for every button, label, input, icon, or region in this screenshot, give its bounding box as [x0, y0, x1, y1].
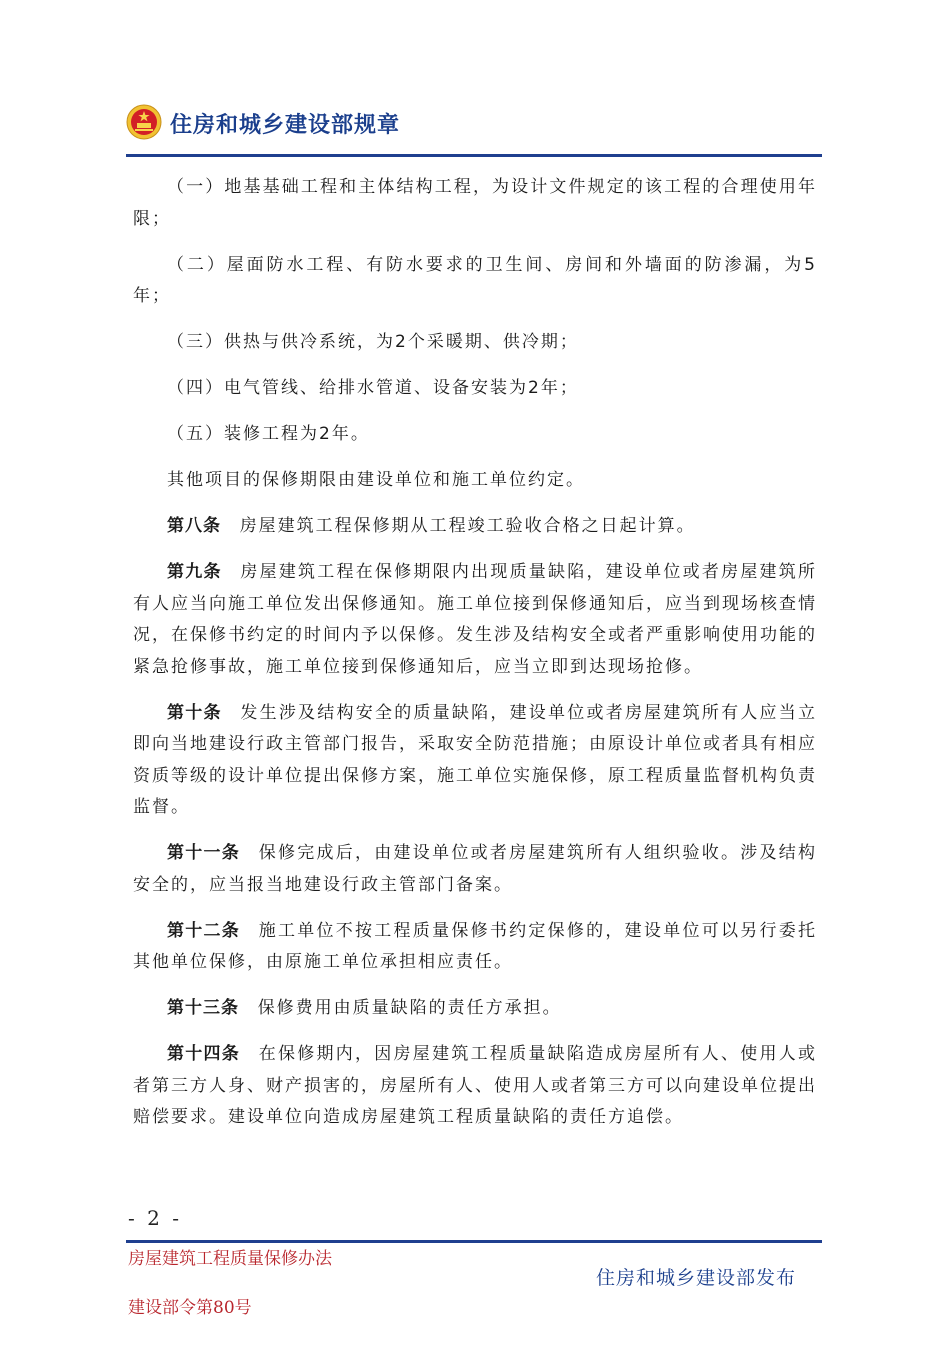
page-header — [126, 104, 822, 144]
footer-doc-title: 房屋建筑工程质量保修办法 — [128, 1249, 332, 1269]
article-number: 第九条 — [167, 562, 222, 582]
footer-rule — [126, 1240, 822, 1243]
paragraph-text: 施工单位不按工程质量保修书约定保修的，建设单位可以另行委托其他单位保修，由原施工单位承担相应责任。 — [133, 920, 818, 972]
footer-order-number: 建设部令第80号 — [128, 1298, 252, 1318]
paragraph-text: 其他项目的保修期限由建设单位和施工单位约定。 — [167, 470, 585, 490]
regulation-body — [133, 172, 817, 1148]
national-emblem-icon — [126, 104, 162, 140]
paragraph-text: 保修完成后，由建设单位或者房屋建筑所有人组织验收。涉及结构安全的，应当报当地建设行政主管部门备案。 — [133, 843, 818, 895]
footer-publisher: 住房和城乡建设部发布 — [596, 1267, 797, 1289]
article-number: 第八条 — [167, 516, 221, 536]
paragraph-text: 发生涉及结构安全的质量缺陷，建设单位或者房屋建筑所有人应当立即向当地建设行政主管部门报告，采取安全防范措施；由原设计单位或者具有相应资质等级的设计单位提出保修方案，施工单位实施保修，原工程质量监督机构负责监督。 — [133, 702, 818, 817]
paragraph — [133, 250, 817, 313]
paragraph — [133, 698, 817, 824]
paragraph — [133, 557, 817, 683]
page-number: - 2 - — [128, 1206, 182, 1230]
article-number: 第十三条 — [167, 998, 239, 1018]
paragraph — [133, 327, 817, 359]
paragraph-text: （四）电气管线、给排水管道、设备安装为2年； — [167, 378, 579, 398]
paragraph-text: 房屋建筑工程在保修期限内出现质量缺陷，建设单位或者房屋建筑所有人应当向施工单位发出保修通知。施工单位接到保修通知后，应当到现场核查情况，在保修书约定的时间内予以保修。发生涉及结构安全或者严重影响使用功能的紧急抢修事故，施工单位接到保修通知后，应当立即到达现场抢修。 — [133, 562, 818, 677]
article-number: 第十四条 — [167, 1044, 241, 1064]
paragraph-text: 房屋建筑工程保修期从工程竣工验收合格之日起计算。 — [239, 516, 696, 536]
paragraph — [133, 172, 817, 235]
paragraph — [133, 511, 817, 543]
paragraph-text: 在保修期内，因房屋建筑工程质量缺陷造成房屋所有人、使用人或者第三方人身、财产损害的，房屋所有人、使用人或者第三方可以向建设单位提出赔偿要求。建设单位向造成房屋建筑工程质量缺陷的责任方追偿。 — [133, 1044, 818, 1127]
paragraph — [133, 838, 817, 901]
paragraph — [133, 993, 817, 1025]
paragraph — [133, 465, 817, 497]
article-number: 第十条 — [167, 702, 222, 723]
header-rule — [126, 154, 822, 157]
header-title: 住房和城乡建设部规章 — [170, 113, 401, 138]
paragraph-text: （一）地基基础工程和主体结构工程，为设计文件规定的该工程的合理使用年限； — [133, 177, 817, 229]
paragraph-text: （二）屋面防水工程、有防水要求的卫生间、房间和外墙面的防渗漏，为5年； — [133, 254, 817, 306]
paragraph — [133, 419, 817, 451]
article-number: 第十一条 — [167, 843, 241, 863]
article-number: 第十二条 — [167, 920, 241, 941]
paragraph — [133, 373, 817, 405]
paragraph-text: 保修费用由质量缺陷的责任方承担。 — [257, 998, 562, 1018]
paragraph-text: （五）装修工程为2年。 — [167, 424, 370, 444]
paragraph — [133, 916, 817, 979]
paragraph-text: （三）供热与供冷系统，为2个采暖期、供冷期； — [167, 332, 579, 352]
paragraph — [133, 1039, 817, 1134]
